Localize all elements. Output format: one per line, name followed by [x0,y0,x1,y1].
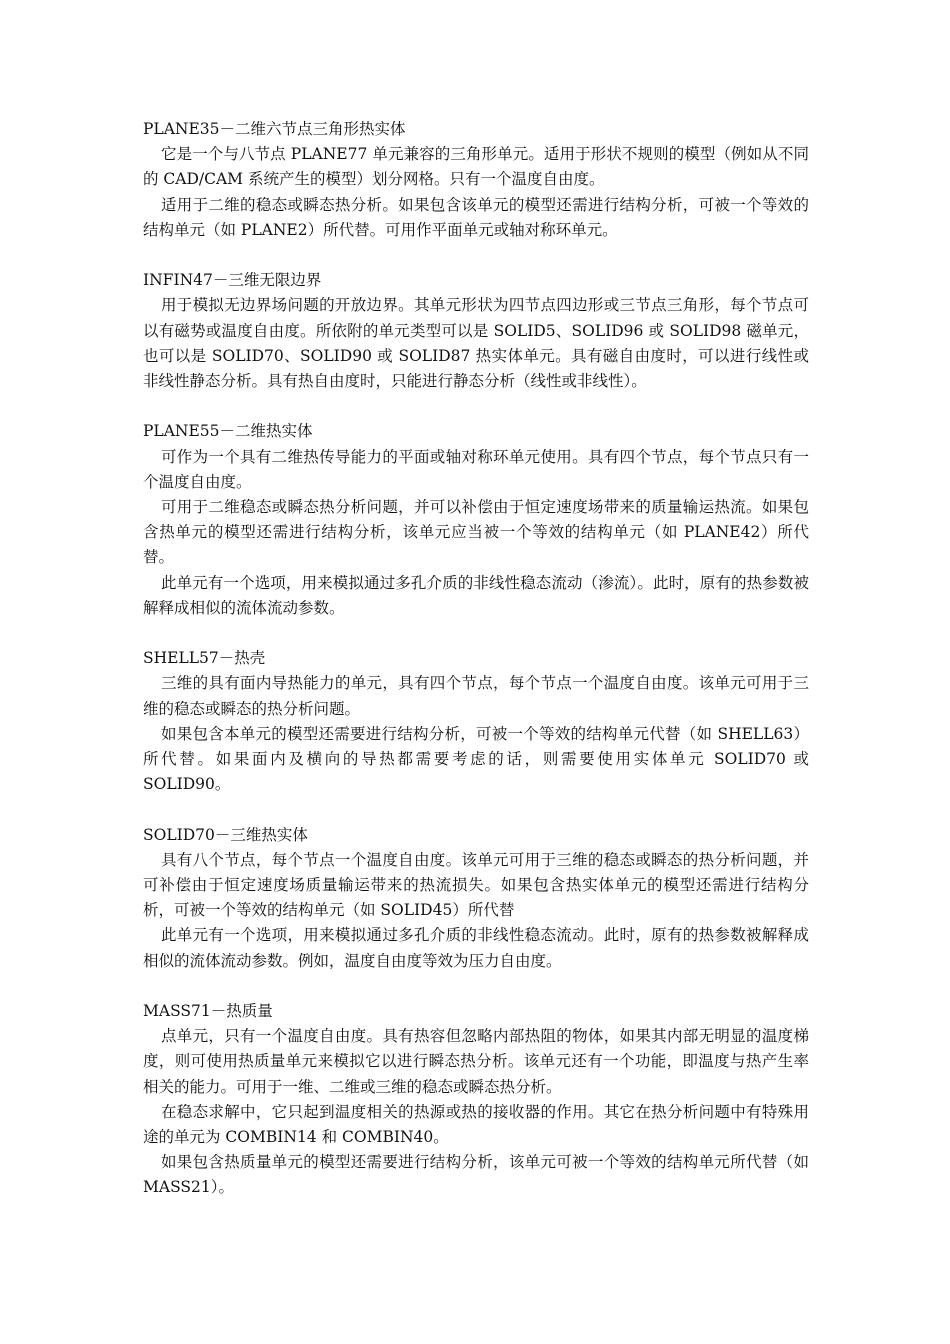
paragraph: 此单元有一个选项，用来模拟通过多孔介质的非线性稳态流动（渗流）。此时，原有的热参数被解释成相似的流体流动参数。 [143,573,809,617]
section-heading: INFIN47－三维无限边界 [143,271,322,290]
paragraph: 点单元，只有一个温度自由度。具有热容但忽略内部热阻的物体，如果其内部无明显的温度梯度，则可使用热质量单元来模拟它以进行瞬态热分析。该单元还有一个功能，即温度与热产生率相关的能力。可用于一维、二维或三维的稳态或瞬态热分析。 [143,1027,809,1096]
section-heading: PLANE55－二维热实体 [143,422,313,441]
paragraph: 三维的具有面内导热能力的单元，具有四个节点，每个节点一个温度自由度。该单元可用于三维的稳态或瞬态的热分析问题。 [143,674,809,718]
section-infin47 [143,268,809,394]
section-heading: MASS71－热质量 [143,1002,273,1021]
paragraph: 可用于二维稳态或瞬态热分析问题，并可以补偿由于恒定速度场带来的质量输运热流。如果包含热单元的模型还需进行结构分析，该单元应当被一个等效的结构单元（如 PLANE42）所代替。 [143,498,809,567]
paragraph: 用于模拟无边界场问题的开放边界。其单元形状为四节点四边形或三节点三角形，每个节点可以有磁势或温度自由度。所依附的单元类型可以是 SOLID5、SOLID96 或 SOLID98 磁单元，也可以是 SOLID70、SOLID90 或 SOLID87 热实体单元。具有磁自由度时，可以进行线性或非线性静态分析。具有热自由度时，只能进行静态分析（线性或非线性）。 [143,296,809,391]
document-body [143,117,809,1226]
section-heading: SHELL57－热壳 [143,649,266,668]
section-shell57 [143,646,809,797]
section-plane55 [143,419,809,621]
paragraph: 它是一个与八节点 PLANE77 单元兼容的三角形单元。适用于形状不规则的模型（例如从不同的 CAD/CAM 系统产生的模型）划分网格。只有一个温度自由度。 [143,145,809,189]
section-heading: PLANE35－二维六节点三角形热实体 [143,120,406,138]
paragraph: 具有八个节点，每个节点一个温度自由度。该单元可用于三维的稳态或瞬态的热分析问题，并可补偿由于恒定速度场质量输运带来的热流损失。如果包含热实体单元的模型还需进行结构分析，可被一个等效的结构单元（如 SOLID45）所代替 [143,850,809,920]
paragraph: 适用于二维的稳态或瞬态热分析。如果包含该单元的模型还需进行结构分析，可被一个等效的结构单元（如 PLANE2）所代替。可用作平面单元或轴对称环单元。 [143,195,809,239]
section-mass71 [143,999,809,1201]
section-solid70 [143,823,809,974]
paragraph: 可作为一个具有二维热传导能力的平面或轴对称环单元使用。具有四个节点，每个节点只有一个温度自由度。 [143,447,809,491]
section-heading: SOLID70－三维热实体 [143,825,308,844]
paragraph: 在稳态求解中，它只起到温度相关的热源或热的接收器的作用。其它在热分析问题中有特殊用途的单元为 COMBIN14 和 COMBIN40。 [143,1102,809,1147]
paragraph: 如果包含热质量单元的模型还需要进行结构分析，该单元可被一个等效的结构单元所代替（如 MASS21）。 [143,1153,809,1197]
section-plane35 [143,117,809,243]
paragraph: 此单元有一个选项，用来模拟通过多孔介质的非线性稳态流动。此时，原有的热参数被解释成相似的流体流动参数。例如，温度自由度等效为压力自由度。 [143,926,809,970]
paragraph: 如果包含本单元的模型还需要进行结构分析，可被一个等效的结构单元代替（如 SHELL63）所代替。如果面内及横向的导热都需要考虑的话，则需要使用实体单元 SOLID70 或 SOLID90。 [143,724,809,794]
